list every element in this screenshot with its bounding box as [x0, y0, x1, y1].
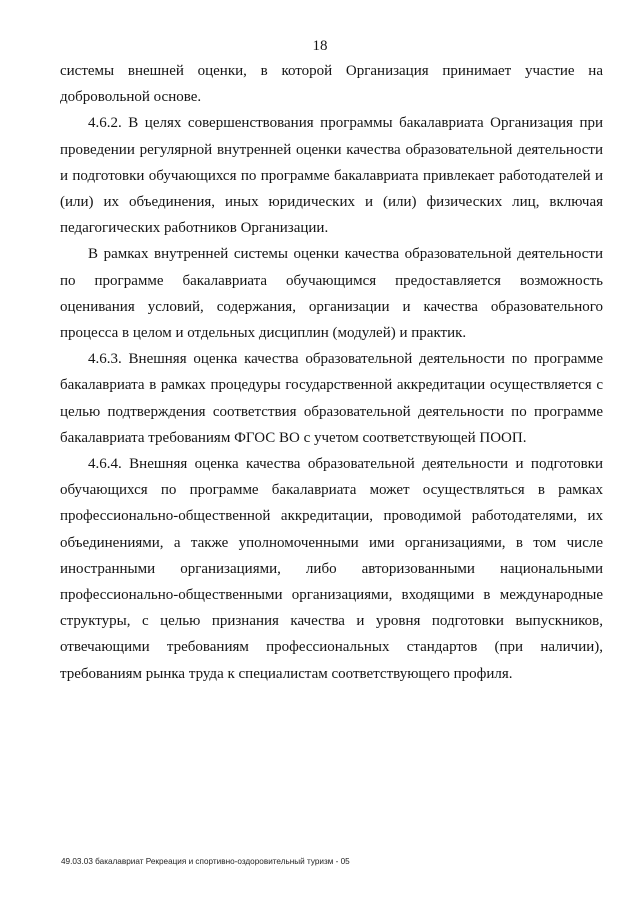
paragraph-continuation: системы внешней оценки, в которой Организация принимает участие на добровольной основе.: [60, 63, 603, 106]
page-footer: 49.03.03 бакалавриат Рекреация и спортивно-оздоровительный туризм - 05: [61, 857, 350, 866]
body-text: [60, 58, 603, 687]
paragraph-4-6-2: 4.6.2. В целях совершенствования программы бакалавриата Организация при проведении регулярной внутренней оценки качества образовательной деятельности и подготовки обучающихся по программе бакалавриата привлекает работодателей и (или) их объединения, иных юридических и (или) физических лиц, включая педагогических работников Организации.: [60, 115, 603, 237]
paragraph-4-6-4: 4.6.4. Внешняя оценка качества образовательной деятельности и подготовки обучающихся по программе бакалавриата может осуществляться в рамках профессионально-общественной аккредитации, проводимой работодателями, их объединениями, а также уполномоченными ими организациями, в том числе иностранными организациями, либо авторизованными национальными профессионально-общественными организациями, входящими в международные структуры, с целью признания качества и уровня подготовки выпускников, отвечающими требованиям профессиональных стандартов (при наличии), требованиям рынка труда к специалистам соответствующего профиля.: [60, 456, 603, 682]
paragraph-4-6-3: 4.6.3. Внешняя оценка качества образовательной деятельности по программе бакалавриата в рамках процедуры государственной аккредитации осуществляется с целью подтверждения соответствия образовательной деятельности по программе бакалавриата требованиям ФГОС ВО с учетом соответствующей ПООП.: [60, 351, 603, 446]
paragraph-internal-assessment: В рамках внутренней системы оценки качества образовательной деятельности по программе бакалавриата обучающимся предоставляется возможность оценивания условий, содержания, организации и качества образовательного процесса в целом и отдельных дисциплин (модулей) и практик.: [60, 246, 603, 342]
page-number: 18: [312, 38, 328, 54]
